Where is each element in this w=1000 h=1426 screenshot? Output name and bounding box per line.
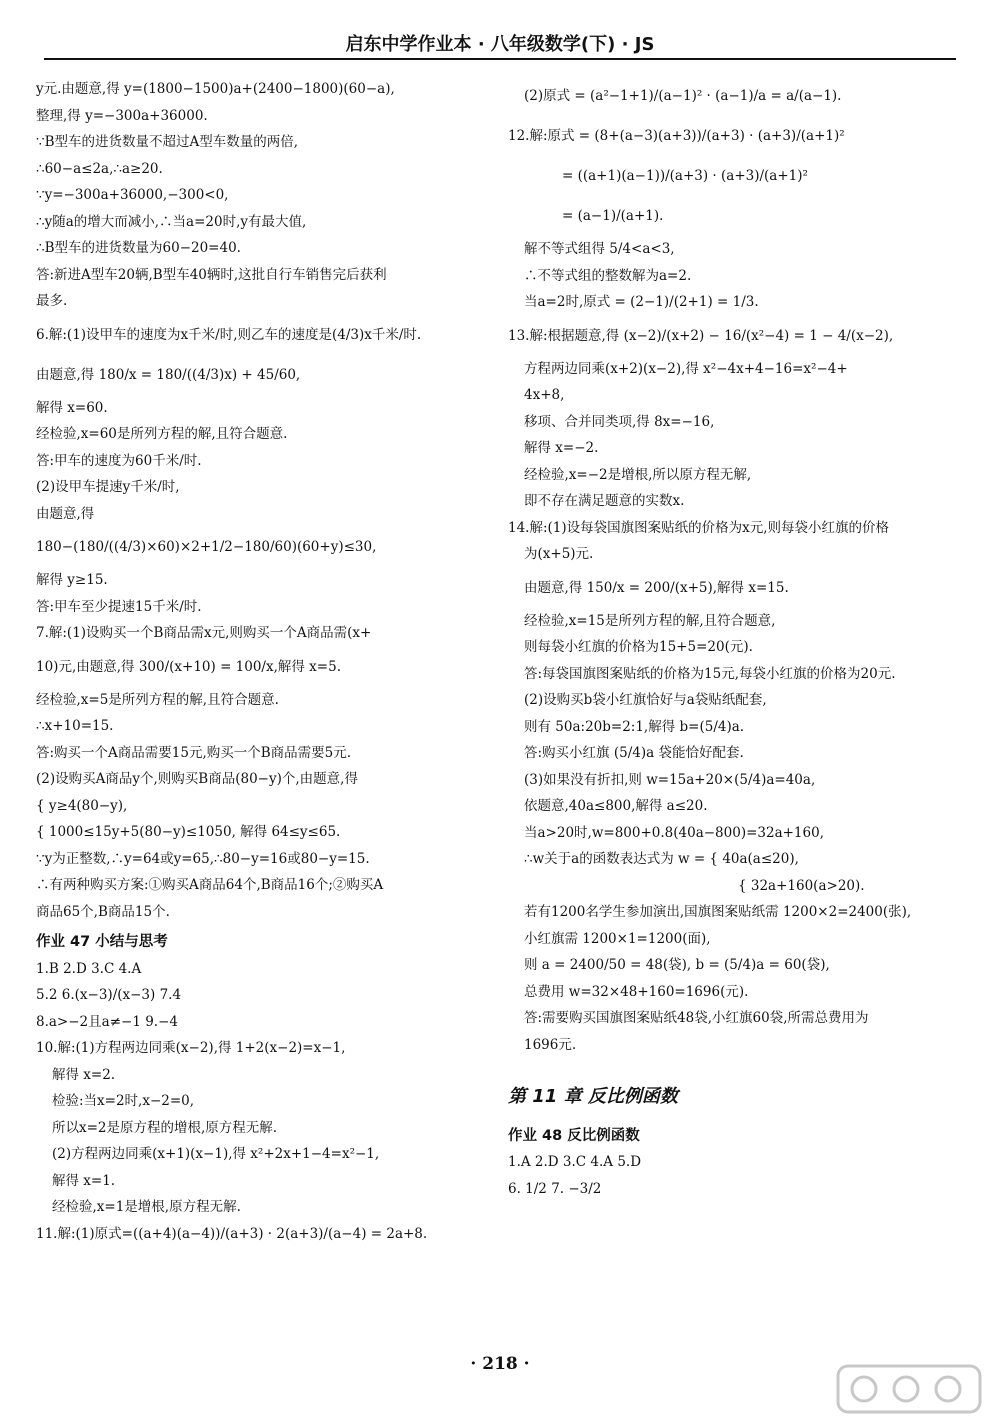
answer-line: 答:购买小红旗 (5/4)a 袋能恰好配套. [524, 745, 744, 761]
answer-line: = ((a+1)(a−1))/(a+3) · (a+3)/(a+1)² [562, 168, 808, 184]
answer-line: ∵y=−300a+36000,−300<0, [36, 187, 229, 203]
answer-line: 答:需要购买国旗图案贴纸48袋,小红旗60袋,所需总费用为 [524, 1010, 869, 1026]
answer-line: 7.解:(1)设购买一个B商品需x元,则购买一个A商品需(x+ [36, 625, 372, 641]
answer-line: 6.解:(1)设甲车的速度为x千米/时,则乙车的速度是(4/3)x千米/时. [36, 326, 422, 343]
answer-line: 移项、合并同类项,得 8x=−16, [524, 413, 715, 430]
answer-line: 1.B 2.D 3.C 4.A [36, 960, 142, 977]
answer-line: (2)设购买b袋小红旗恰好与a袋贴纸配套, [524, 692, 767, 708]
answer-line: 方程两边同乘(x+2)(x−2),得 x²−4x+4−16=x²−4+ [524, 360, 848, 377]
answer-line: 13.解:根据题意,得 (x−2)/(x+2) − 16/(x²−4) = 1 − 4/(x−2), [508, 327, 894, 344]
answer-line: 解得 x=−2. [524, 440, 599, 456]
answer-line: 4x+8, [524, 387, 565, 403]
answer-line: 解得 x=2. [52, 1066, 116, 1083]
answer-line: (2)设甲车提速y千米/时, [36, 479, 180, 495]
answer-line: y元.由题意,得 y=(1800−1500)a+(2400−1800)(60−a), [36, 81, 395, 97]
answer-line: 解得 x=60. [36, 399, 108, 416]
answer-line: 经检验,x=−2是增根,所以原方程无解, [524, 466, 752, 483]
answer-line: 答:甲车至少提速15千米/时. [36, 598, 202, 615]
answer-line: 经检验,x=15是所列方程的解,且符合题意, [524, 612, 776, 629]
answer-line: (3)如果没有折扣,则 w=15a+20×(5/4)a=40a, [524, 771, 816, 788]
answer-line: ∴不等式组的整数解为a=2. [524, 267, 692, 284]
answer-line: 答:每袋国旗图案贴纸的价格为15元,每袋小红旗的价格为20元. [524, 665, 896, 682]
answer-line: ∴x+10=15. [36, 718, 114, 734]
answer-line: (2)原式 = (a²−1+1)/(a−1)² · (a−1)/a = a/(a−1). [524, 88, 842, 104]
answer-line: 商品65个,B商品15个. [36, 903, 170, 920]
section-title: 作业 47 小结与思考 [36, 934, 168, 950]
answer-line: (2)设购买A商品y个,则购买B商品(80−y)个,由题意,得 [36, 771, 358, 787]
answer-line: 依题意,40a≤800,解得 a≤20. [524, 798, 708, 814]
answer-line: { y≥4(80−y), [36, 797, 128, 814]
answer-line: 总费用 w=32×48+160=1696(元). [524, 983, 749, 1000]
answer-line: 答:新进A型车20辆,B型车40辆时,这批自行车销售完后获利 [36, 266, 387, 283]
answer-line: 检验:当x=2时,x−2=0, [52, 1093, 195, 1109]
answer-line: 则每袋小红旗的价格为15+5=20(元). [524, 639, 753, 655]
header-rule [44, 58, 956, 60]
answer-line: 整理,得 y=−300a+36000. [36, 107, 208, 124]
answer-line: (2)方程两边同乘(x+1)(x−1),得 x²+2x+1−4=x²−1, [52, 1146, 380, 1162]
answer-line: { 32a+160(a>20). [738, 877, 865, 894]
answer-line: 解得 x=1. [52, 1172, 116, 1189]
answer-line: 所以x=2是原方程的增根,原方程无解. [52, 1119, 278, 1136]
left-column [36, 76, 486, 1247]
answer-line: 经检验,x=60是所列方程的解,且符合题意. [36, 426, 288, 442]
answer-line: 即不存在满足题意的实数x. [524, 493, 685, 509]
answer-line: 14.解:(1)设每袋国旗图案贴纸的价格为x元,则每袋小红旗的价格 [508, 519, 890, 536]
answer-line: 由题意,得 180/x = 180/((4/3)x) + 45/60, [36, 366, 301, 383]
answer-line: 6. 1/2 7. −3/2 [508, 1180, 602, 1197]
answer-line: 经检验,x=1是增根,原方程无解. [52, 1199, 241, 1215]
answer-line: 1.A 2.D 3.C 4.A 5.D [508, 1154, 642, 1170]
page-header: 启东中学作业本 · 八年级数学(下) · JS [345, 34, 655, 55]
answer-line: 若有1200名学生参加演出,国旗图案贴纸需 1200×2=2400(张), [524, 904, 912, 920]
answer-line: 解得 y≥15. [36, 572, 108, 588]
answer-line: 10.解:(1)方程两边同乘(x−2),得 1+2(x−2)=x−1, [36, 1040, 346, 1056]
answer-line: 最多. [36, 293, 68, 309]
answer-line: 小红旗需 1200×1=1200(面), [524, 930, 711, 947]
answer-line: ∴有两种购买方案:①购买A商品64个,B商品16个;②购买A [36, 877, 384, 893]
answer-line: ∵B型车的进货数量不超过A型车数量的两倍, [36, 134, 299, 150]
answer-line: ∴B型车的进货数量为60−20=40. [36, 240, 241, 256]
answer-line: ∵y为正整数,∴y=64或y=65,∴80−y=16或80−y=15. [36, 850, 370, 867]
right-column [508, 76, 958, 1202]
answer-line: ∴y随a的增大而减小,∴当a=20时,y有最大值, [36, 213, 307, 230]
answer-line: 5.2 6.(x−3)/(x−3) 7.4 [36, 987, 182, 1003]
chapter-title: 第 11 章 反比例函数 [508, 1086, 678, 1107]
answer-line: 答:购买一个A商品需要15元,购买一个B商品需要5元. [36, 744, 352, 761]
answer-line: ∴w关于a的函数表达式为 w = { 40a(a≤20), [524, 851, 799, 867]
answer-line: 由题意,得 150/x = 200/(x+5),解得 x=15. [524, 579, 789, 596]
answer-line: 当a>20时,w=800+0.8(40a−800)=32a+160, [524, 824, 824, 841]
answer-line: 10)元,由题意,得 300/(x+10) = 100/x,解得 x=5. [36, 658, 341, 675]
answer-line: 当a=2时,原式 = (2−1)/(2+1) = 1/3. [524, 294, 759, 310]
section-title: 作业 48 反比例函数 [508, 1127, 640, 1144]
answer-line: 1696元. [524, 1036, 577, 1053]
answer-line: 经检验,x=5是所列方程的解,且符合题意. [36, 691, 279, 708]
answer-line: 为(x+5)元. [524, 546, 594, 562]
answer-line: ∴60−a≤2a,∴a≥20. [36, 160, 163, 177]
answer-line: 180−(180/((4/3)×60)×2+1/2−180/60)(60+y)≤30, [36, 539, 377, 555]
page-number: · 218 · [470, 1354, 530, 1374]
answer-line: 解不等式组得 5/4<a<3, [524, 241, 675, 257]
answer-line: 12.解:原式 = (8+(a−3)(a+3))/(a+3) · (a+3)/(a+1)² [508, 128, 845, 144]
answer-line: 则有 50a:20b=2:1,解得 b=(5/4)a. [524, 718, 745, 735]
answer-line: 则 a = 2400/50 = 48(袋), b = (5/4)a = 60(袋), [524, 957, 830, 973]
answer-line: 由题意,得 [36, 505, 95, 522]
answer-line: 答:甲车的速度为60千米/时. [36, 452, 202, 469]
answer-line: = (a−1)/(a+1). [562, 208, 664, 224]
answer-line: { 1000≤15y+5(80−y)≤1050, 解得 64≤y≤65. [36, 824, 341, 840]
answer-line: 11.解:(1)原式=((a+4)(a−4))/(a+3) · 2(a+3)/(a−4) = 2a+8. [36, 1225, 428, 1242]
answer-line: 8.a>−2且a≠−1 9.−4 [36, 1013, 178, 1030]
watermark-logo-icon [834, 1362, 984, 1416]
